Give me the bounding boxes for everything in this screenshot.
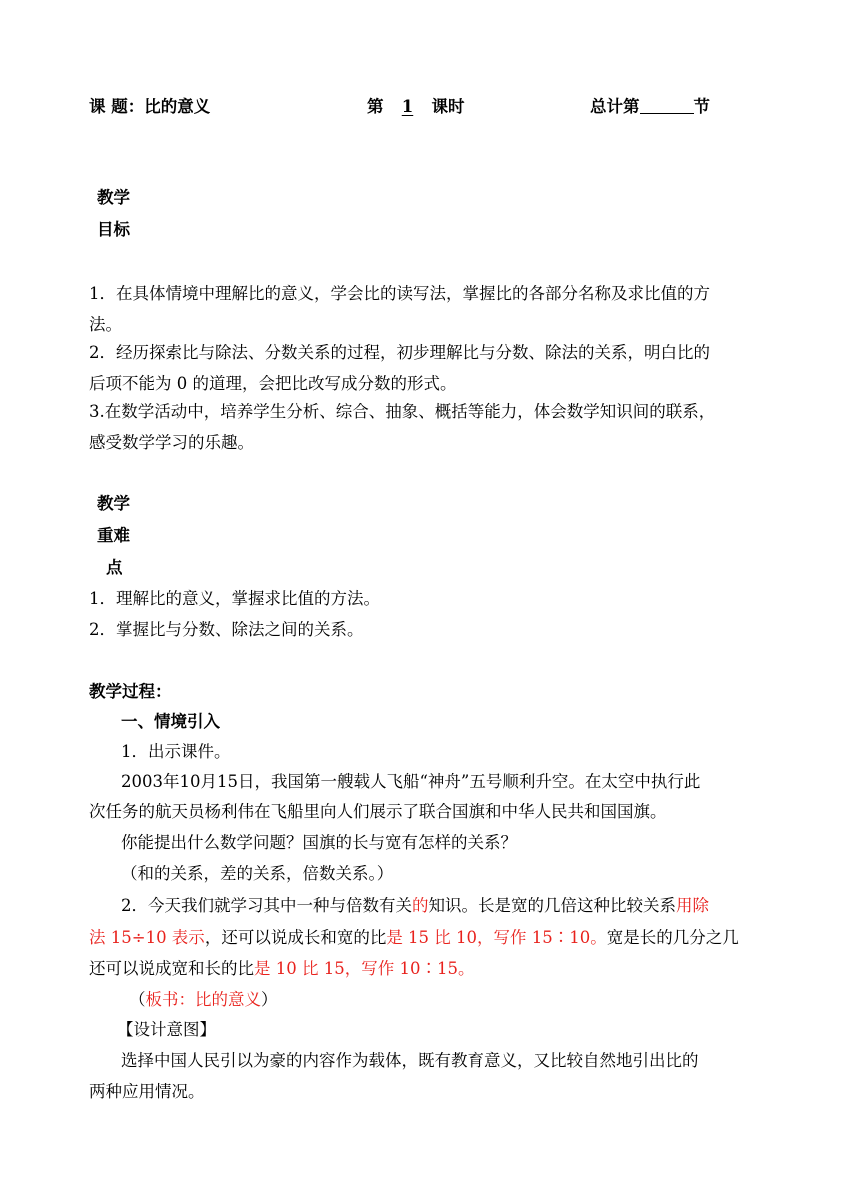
highlight-span: 法 15÷10 表示 bbox=[89, 928, 205, 947]
text-span: 知识。长是宽的几倍这种比较关系 bbox=[428, 896, 676, 915]
design-heading: 【设计意图】 bbox=[117, 1020, 216, 1039]
objective-line: 3.在数学活动中，培养学生分析、综合、抽象、概括等能力，体会数学知识间的联系， bbox=[89, 402, 716, 421]
process-para1-line2: 次任务的航天员杨利伟在飞船里向人们展示了联合国旗和中华人民共和国国旗。 bbox=[89, 802, 667, 821]
lesson-prefix: 第 bbox=[367, 97, 384, 116]
lesson-number: 1 bbox=[401, 97, 414, 116]
total-blank bbox=[640, 95, 694, 114]
process-item-1: 1．出示课件。 bbox=[121, 742, 231, 761]
header-lesson bbox=[367, 95, 465, 119]
highlight-span: 用除 bbox=[676, 896, 709, 915]
process-para1-line1: 2003年10月15日，我国第一艘载人飞船“神舟”五号顺利升空。在太空中执行此 bbox=[121, 772, 701, 791]
keypoints-heading-2: 重难 bbox=[97, 526, 130, 545]
design-line-1: 选择中国人民引以为豪的内容作为载体，既有教育意义，又比较自然地引出比的 bbox=[121, 1051, 699, 1070]
board-note bbox=[129, 988, 278, 1012]
objectives-heading-2: 目标 bbox=[97, 220, 130, 239]
process-item-2-line3 bbox=[89, 957, 474, 981]
total-suffix: 节 bbox=[693, 97, 710, 116]
topic-label: 课 题： bbox=[89, 97, 145, 116]
objective-line: 后项不能为 0 的道理，会把比改写成分数的形式。 bbox=[89, 374, 457, 393]
objective-line: 法。 bbox=[89, 315, 122, 334]
process-item-2-line2 bbox=[89, 926, 739, 950]
text-span: 2．今天我们就学习其中一种与倍数有关 bbox=[121, 896, 412, 915]
keypoint-line: 1．理解比的意义，掌握求比值的方法。 bbox=[89, 589, 380, 608]
text-span: ，还可以说成长和宽的比 bbox=[204, 928, 387, 947]
header-topic bbox=[89, 95, 210, 119]
text-span: （ bbox=[129, 990, 146, 1009]
highlight-span: 是 10 比 15，写作 10∶15。 bbox=[254, 959, 475, 978]
highlight-span: 的 bbox=[412, 896, 429, 915]
objective-line: 感受数学学习的乐趣。 bbox=[89, 433, 254, 452]
text-span: 宽是长的几分之几 bbox=[606, 928, 739, 947]
objectives-heading-1: 教学 bbox=[97, 188, 130, 207]
keypoints-heading-3: 点 bbox=[106, 558, 123, 577]
keypoint-line: 2．掌握比与分数、除法之间的关系。 bbox=[89, 620, 364, 639]
total-prefix: 总计第 bbox=[590, 97, 640, 116]
highlight-span: 是 15 比 10，写作 15∶10。 bbox=[386, 928, 607, 947]
objective-line: 1．在具体情境中理解比的意义，学会比的读写法，掌握比的各部分名称及求比值的方 bbox=[89, 284, 710, 303]
topic-value: 比的意义 bbox=[144, 97, 211, 116]
design-line-2: 两种应用情况。 bbox=[89, 1082, 205, 1101]
process-answer: （和的关系，差的关系，倍数关系。） bbox=[121, 864, 394, 883]
process-item-2-line1 bbox=[121, 894, 709, 918]
keypoints-heading-1: 教学 bbox=[97, 494, 130, 513]
section1-title: 一、情境引入 bbox=[121, 712, 220, 731]
objective-line: 2．经历探索比与除法、分数关系的过程，初步理解比与分数、除法的关系，明白比的 bbox=[89, 343, 710, 362]
text-span: 还可以说成宽和长的比 bbox=[89, 959, 254, 978]
highlight-span: 板书：比的意义 bbox=[145, 990, 261, 1009]
lesson-suffix: 课时 bbox=[431, 97, 465, 116]
text-span: ） bbox=[261, 990, 278, 1009]
process-question: 你能提出什么数学问题？国旗的长与宽有怎样的关系？ bbox=[121, 833, 517, 852]
header-total bbox=[590, 95, 710, 119]
process-heading: 教学过程： bbox=[89, 682, 172, 701]
